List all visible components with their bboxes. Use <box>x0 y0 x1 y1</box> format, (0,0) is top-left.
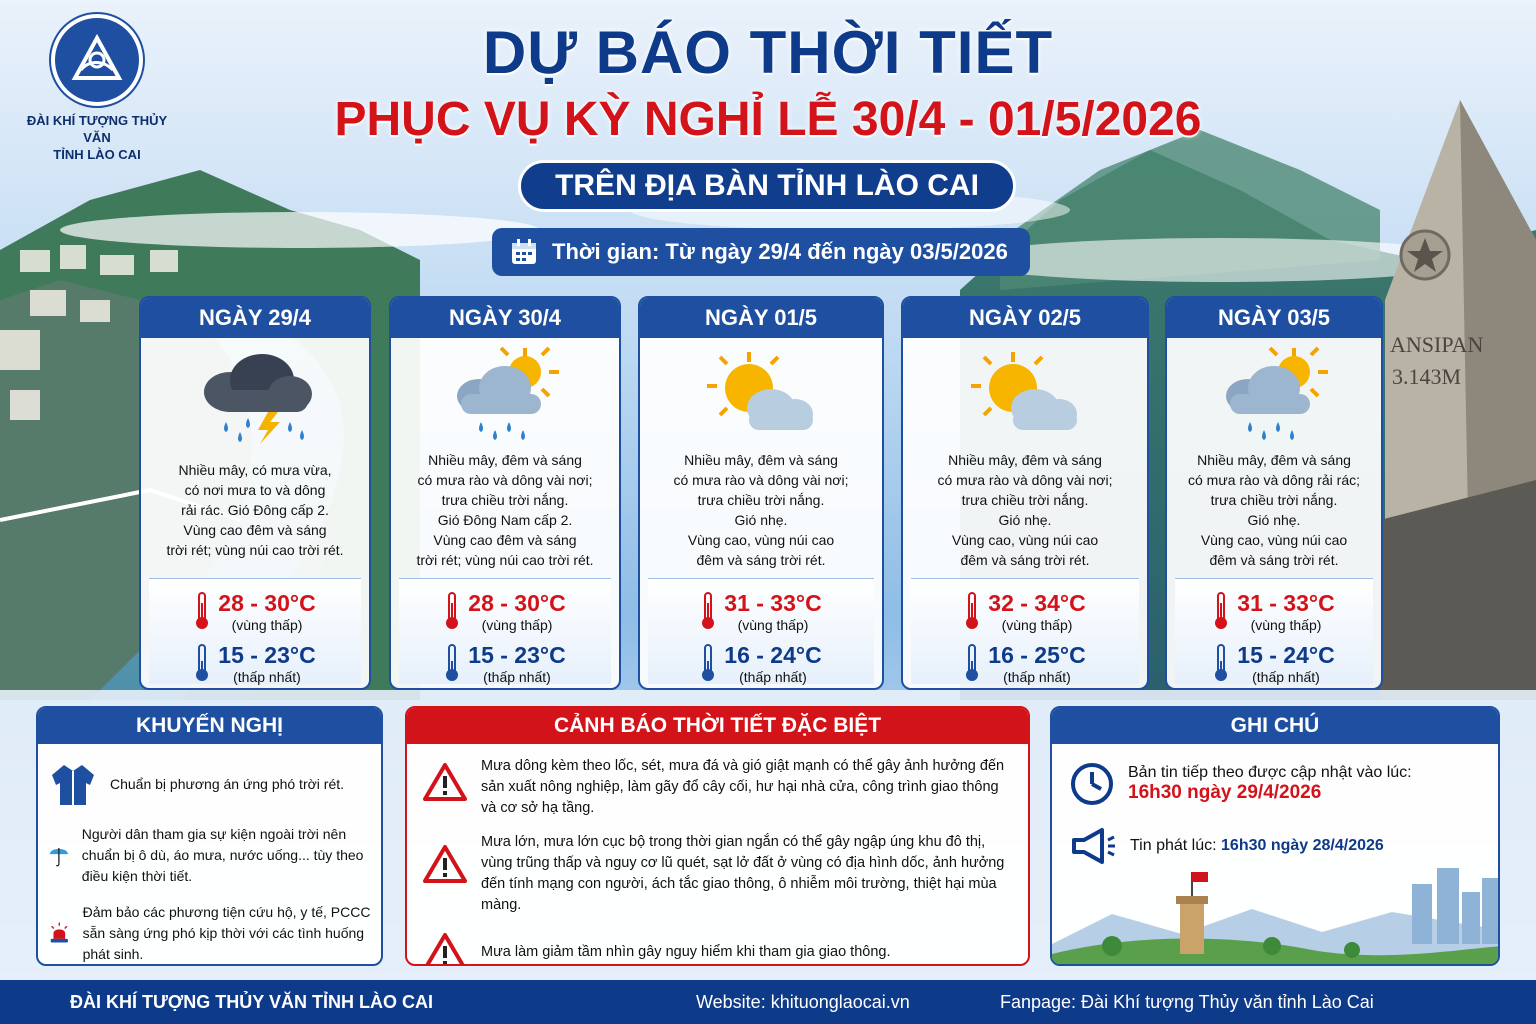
day-card-title: NGÀY 01/5 <box>640 298 882 338</box>
landmark-engraving: ANSIPAN <box>1390 332 1484 357</box>
town-landscape-illustration <box>1052 854 1500 964</box>
sun-cloud-icon <box>965 344 1085 444</box>
notes-title: GHI CHÚ <box>1052 708 1498 744</box>
footer-fanpage-link[interactable]: Fanpage: Đài Khí tượng Thủy văn tỉnh Lào Cai <box>1000 991 1374 1012</box>
region-banner: TRÊN ĐỊA BÀN TỈNH LÀO CAI <box>518 160 1016 212</box>
recommendation-item <box>38 894 381 966</box>
org-name-line2: TỈNH LÀO CAI <box>53 147 141 162</box>
high-temperature-note: (vùng thấp) <box>481 616 553 633</box>
day-card-title: NGÀY 03/5 <box>1167 298 1381 338</box>
high-temperature-note: (vùng thấp) <box>1001 616 1073 633</box>
thermometer-hot-icon <box>1213 591 1229 631</box>
thermometer-cold-icon <box>700 643 716 683</box>
low-temperature: 16 - 24°C <box>724 641 822 668</box>
forecast-period-text: Thời gian: Từ ngày 29/4 đến ngày 03/5/2026 <box>552 239 1008 264</box>
footer-website-link[interactable]: Website: khituonglaocai.vn <box>696 991 910 1012</box>
day-card <box>638 296 884 690</box>
day-card-description: Nhiều mây, đêm và sáng có mưa rào và dông vài nơi; trưa chiều trời nắng. Gió nhẹ. Vùng cao, vùng núi cao đêm và sáng trời rét. <box>673 452 849 568</box>
daily-forecast-cards <box>0 296 1536 690</box>
org-name-line1: ĐÀI KHÍ TƯỢNG THỦY VĂN <box>26 113 168 145</box>
thermometer-hot-icon <box>700 591 716 631</box>
day-card <box>901 296 1149 690</box>
recommendation-text: Đảm bảo các phương tiện cứu hộ, y tế, PCCC sẵn sàng ứng phó kịp thời với các tình huống phát sinh. <box>82 903 371 962</box>
jacket-icon <box>48 759 98 809</box>
sun-cloud-icon <box>701 344 821 444</box>
next-update-row <box>1052 762 1498 806</box>
warning-text: Mưa lớn, mưa lớn cục bộ trong thời gian ngắn có thể gây ngập úng khu đô thị, vùng trũng thấp và nguy cơ lũ quét, sạt lở đất ở vùng có địa hình dốc, ảnh hưởng đến tính mạng con người, ách tắc giao thông, ô nhiễm môi trường, thiệt hại mùa màng. <box>481 834 1005 913</box>
next-update-label: Bản tin tiếp theo được cập nhật vào lúc: <box>1128 764 1412 781</box>
special-warnings-title: CẢNH BÁO THỜI TIẾT ĐẶC BIỆT <box>407 708 1028 744</box>
calendar-icon <box>510 238 538 266</box>
low-temperature-note: (thấp nhất) <box>233 668 301 685</box>
issued-label: Tin phát lúc: <box>1130 837 1217 854</box>
low-temperature: 15 - 23°C <box>468 641 566 668</box>
day-card-title: NGÀY 02/5 <box>903 298 1147 338</box>
recommendations-title: KHUYẾN NGHỊ <box>38 708 381 744</box>
thermometer-hot-icon <box>194 591 210 631</box>
page-subtitle: PHỤC VỤ KỲ NGHỈ LỄ 30/4 - 01/5/2026 <box>334 93 1202 146</box>
day-card-description: Nhiều mây, đêm và sáng có mưa rào và dông vài nơi; trưa chiều trời nắng. Gió nhẹ. Vùng cao, vùng núi cao đêm và sáng trời rét. <box>937 452 1113 568</box>
warning-icon <box>423 844 467 884</box>
storm-cloud-icon <box>190 344 320 444</box>
sun-rain-cloud-icon <box>1214 344 1334 444</box>
special-warnings-panel <box>405 706 1030 966</box>
high-temperature: 31 - 33°C <box>724 589 822 616</box>
high-temperature-note: (vùng thấp) <box>1250 616 1322 633</box>
sun-rain-cloud-icon <box>445 344 565 444</box>
warning-text: Mưa làm giảm tầm nhìn gây nguy hiểm khi tham gia giao thông. <box>481 943 891 960</box>
siren-icon <box>48 908 71 958</box>
low-temperature: 15 - 23°C <box>218 641 316 668</box>
footer-bar <box>0 980 1536 1024</box>
day-card-title: NGÀY 30/4 <box>391 298 619 338</box>
recommendations-panel <box>36 706 383 966</box>
page-title: DỰ BÁO THỜI TIẾT <box>482 19 1054 86</box>
thermometer-cold-icon <box>1213 643 1229 683</box>
high-temperature-note: (vùng thấp) <box>737 616 809 633</box>
high-temperature: 28 - 30°C <box>218 589 316 616</box>
thermometer-cold-icon <box>194 643 210 683</box>
high-temperature-note: (vùng thấp) <box>231 616 303 633</box>
footer-organization: ĐÀI KHÍ TƯỢNG THỦY VĂN TỈNH LÀO CAI <box>70 991 433 1012</box>
day-card-title: NGÀY 29/4 <box>141 298 369 338</box>
warning-item <box>407 932 1028 966</box>
low-temperature-note: (thấp nhất) <box>483 668 551 685</box>
warning-item <box>407 756 1028 828</box>
day-card-description: Nhiều mây, đêm và sáng có mưa rào và dông vài nơi; trưa chiều trời nắng. Gió Đông Nam cấp 2. Vùng cao đêm và sáng trời rét; vùng núi cao trời rét. <box>416 452 594 568</box>
notes-panel <box>1050 706 1500 966</box>
day-card-description: Nhiều mây, đêm và sáng có mưa rào và dông rải rác; trưa chiều trời nắng. Gió nhẹ. Vùng cao, vùng núi cao đêm và sáng trời rét. <box>1187 452 1360 568</box>
low-temperature: 16 - 25°C <box>988 641 1086 668</box>
day-card <box>139 296 371 690</box>
thermometer-cold-icon <box>444 643 460 683</box>
umbrella-icon <box>48 827 70 883</box>
low-temperature: 15 - 24°C <box>1237 641 1335 668</box>
low-temperature-note: (thấp nhất) <box>739 668 807 685</box>
high-temperature: 31 - 33°C <box>1237 589 1335 616</box>
issued-time: 16h30 ngày 28/4/2026 <box>1221 837 1384 854</box>
thermometer-hot-icon <box>964 591 980 631</box>
low-temperature-note: (thấp nhất) <box>1003 668 1071 685</box>
day-card <box>1165 296 1383 690</box>
warning-text: Mưa dông kèm theo lốc, sét, mưa đá và gió giật mạnh có thể gây ảnh hưởng đến sản xuất nông nghiệp, làm gãy đổ cây cối, hư hại nhà cửa, công trình giao thông và cơ sở hạ tầng. <box>481 758 1005 816</box>
high-temperature: 32 - 34°C <box>988 589 1086 616</box>
thermometer-cold-icon <box>964 643 980 683</box>
clock-icon <box>1070 762 1114 806</box>
landmark-height: 3.143M <box>1392 364 1462 389</box>
recommendation-item <box>38 752 381 816</box>
high-temperature: 28 - 30°C <box>468 589 566 616</box>
low-temperature-note: (thấp nhất) <box>1252 668 1320 685</box>
recommendation-text: Người dân tham gia sự kiện ngoài trời nên chuẩn bị ô dù, áo mưa, nước uống... tùy theo điều kiện thời tiết. <box>81 825 364 884</box>
warning-icon <box>423 762 467 802</box>
warning-icon <box>423 932 467 966</box>
warning-item <box>407 832 1028 922</box>
recommendation-item <box>38 816 381 894</box>
thermometer-hot-icon <box>444 591 460 631</box>
forecast-period-banner <box>492 228 1030 276</box>
next-update-time: 16h30 ngày 29/4/2026 <box>1128 782 1322 803</box>
recommendation-text: Chuẩn bị phương án ứng phó trời rét. <box>110 775 345 792</box>
day-card-description: Nhiều mây, có mưa vừa, có nơi mưa to và dông rải rác. Gió Đông cấp 2. Vùng cao đêm và sáng trời rét; vùng núi cao trời rét. <box>166 462 344 558</box>
day-card <box>389 296 621 690</box>
